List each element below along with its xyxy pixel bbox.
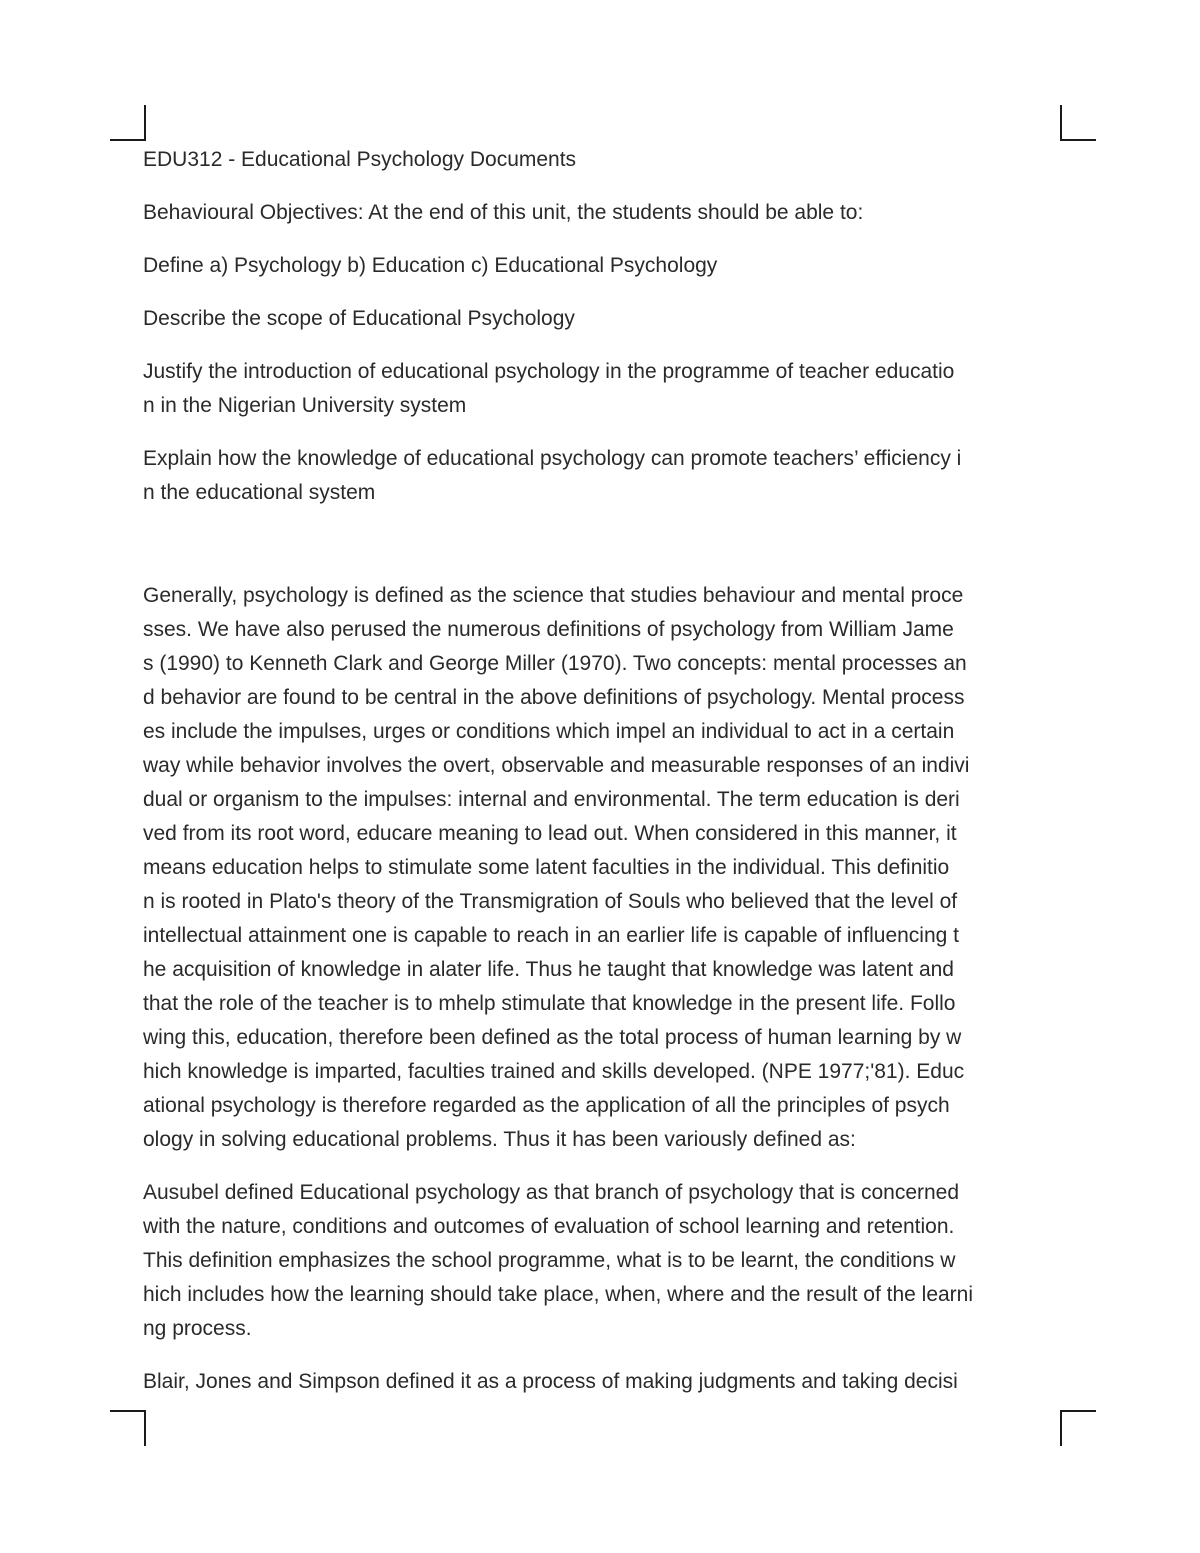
objective-item — [143, 355, 1063, 423]
objective-item — [143, 442, 1063, 510]
paragraph-line: intellectual attainment one is capable to reach in an earlier life is capable of influencing t — [143, 924, 959, 947]
objective-line: Justify the introduction of educational psychology in the programme of teacher educatio — [143, 360, 955, 383]
paragraph-line: hich knowledge is imparted, faculties trained and skills developed. (NPE 1977;'81). Educ — [143, 1060, 965, 1083]
paragraph-line: hich includes how the learning should take place, when, where and the result of the learni — [143, 1283, 974, 1306]
paragraph-line: es include the impulses, urges or conditions which impel an individual to act in a certain — [143, 720, 955, 743]
paragraph-line: wing this, education, therefore been defined as the total process of human learning by w — [143, 1026, 962, 1049]
paragraph-line: ology in solving educational problems. Thus it has been variously defined as: — [143, 1128, 856, 1151]
paragraph-line: This definition emphasizes the school programme, what is to be learnt, the conditions w — [143, 1249, 956, 1272]
crop-mark-bottom-right — [1060, 1410, 1096, 1446]
document-title: EDU312 - Educational Psychology Documents — [143, 148, 577, 171]
paragraph-line: ng process. — [143, 1317, 252, 1340]
paragraph-line: ational psychology is therefore regarded as the application of all the principles of psych — [143, 1094, 950, 1117]
document-page — [143, 143, 1063, 1418]
objective-item — [143, 249, 1063, 283]
paragraph-line: Blair, Jones and Simpson defined it as a process of making judgments and taking decisi — [143, 1370, 958, 1393]
paragraph-line: Ausubel defined Educational psychology as that branch of psychology that is concerned — [143, 1181, 960, 1204]
crop-mark-top-left — [110, 105, 146, 141]
objective-line: n in the Nigerian University system — [143, 394, 467, 417]
objective-line: Define a) Psychology b) Education c) Educational Psychology — [143, 254, 718, 277]
body-paragraph-1 — [143, 579, 1063, 1157]
paragraph-line: way while behavior involves the overt, observable and measurable responses of an indivi — [143, 754, 970, 777]
paragraph-line: dual or organism to the impulses: internal and environmental. The term education is deri — [143, 788, 960, 811]
paragraph-line: d behavior are found to be central in the above definitions of psychology. Mental process — [143, 686, 965, 709]
objectives-intro: Behavioural Objectives: At the end of this unit, the students should be able to: — [143, 201, 864, 224]
objective-line: Describe the scope of Educational Psychology — [143, 307, 575, 330]
objective-line: n the educational system — [143, 481, 376, 504]
crop-mark-bottom-left — [110, 1410, 146, 1446]
objective-line: Explain how the knowledge of educational psychology can promote teachers’ efficiency i — [143, 447, 962, 470]
paragraph-line: with the nature, conditions and outcomes of evaluation of school learning and retention. — [143, 1215, 955, 1238]
paragraph-line: Generally, psychology is defined as the science that studies behaviour and mental proce — [143, 584, 964, 607]
objective-item — [143, 302, 1063, 336]
paragraph-line: he acquisition of knowledge in alater life. Thus he taught that knowledge was latent and — [143, 958, 954, 981]
paragraph-line: sses. We have also perused the numerous definitions of psychology from William Jame — [143, 618, 954, 641]
body-paragraph-3 — [143, 1365, 1063, 1399]
crop-mark-top-right — [1060, 105, 1096, 141]
body-paragraph-2 — [143, 1176, 1063, 1346]
paragraph-line: ved from its root word, educare meaning to lead out. When considered in this manner, it — [143, 822, 957, 845]
paragraph-line: that the role of the teacher is to mhelp stimulate that knowledge in the present life. Follo — [143, 992, 956, 1015]
paragraph-line: n is rooted in Plato's theory of the Transmigration of Souls who believed that the level of — [143, 890, 958, 913]
section-spacer — [143, 529, 1063, 579]
paragraph-line: means education helps to stimulate some latent faculties in the individual. This definitio — [143, 856, 950, 879]
paragraph-line: s (1990) to Kenneth Clark and George Miller (1970). Two concepts: mental processes an — [143, 652, 967, 675]
